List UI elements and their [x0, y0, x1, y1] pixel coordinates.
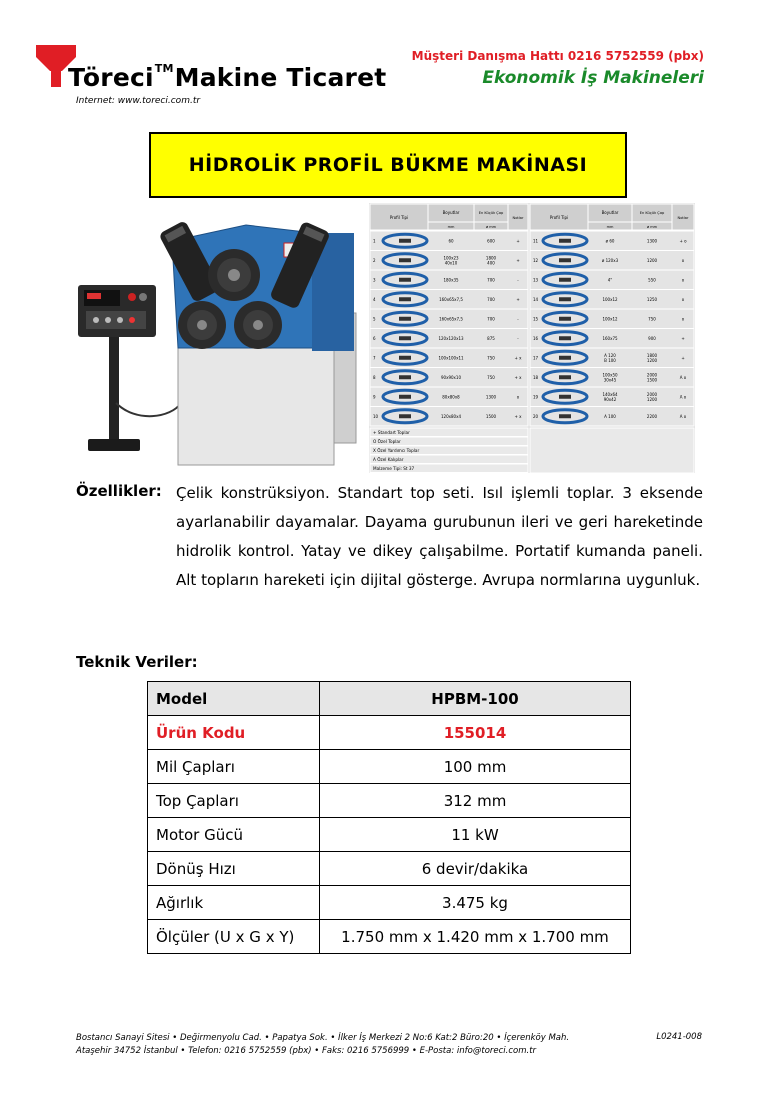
- profile-number: 12: [533, 257, 539, 263]
- svg-text:En Küçük Çap: En Küçük Çap: [478, 211, 504, 215]
- profile-min-diameter: 1300: [485, 394, 497, 400]
- profile-dimension: 4": [607, 277, 613, 283]
- profile-note: o: [681, 257, 685, 263]
- profile-min-diameter: 400: [487, 260, 495, 266]
- profile-number: 15: [533, 316, 539, 322]
- profile-section-icon: [399, 336, 411, 340]
- profile-section-icon: [399, 414, 411, 418]
- profile-note: o: [681, 277, 685, 283]
- profile-min-diameter: 1200: [646, 396, 658, 402]
- profile-min-diameter: 1800: [646, 352, 658, 358]
- profile-dimension: 80x80x8: [442, 394, 460, 400]
- profile-row: [370, 329, 694, 349]
- profile-dimension: 180x35: [443, 277, 459, 283]
- profile-number: 9: [373, 394, 376, 400]
- profile-min-diameter: 2000: [646, 372, 658, 378]
- profile-number: 7: [373, 355, 376, 361]
- profile-dimension: A 100: [604, 413, 616, 419]
- profile-dimension: 100x23: [443, 255, 459, 261]
- profile-dimension: B 100: [604, 357, 616, 363]
- profile-section-icon: [399, 278, 411, 282]
- profile-number: 19: [533, 394, 539, 400]
- profile-min-diameter: 1800: [485, 255, 497, 261]
- profile-dimension: 90x42: [603, 396, 617, 402]
- profile-number: 18: [533, 374, 539, 380]
- profile-number: 14: [533, 296, 539, 302]
- legend-entry: O Özel Toplar: [373, 439, 401, 444]
- profile-min-diameter: 1200: [646, 357, 658, 363]
- profile-min-diameter: 1200: [646, 257, 658, 263]
- profile-section-icon: [559, 336, 571, 340]
- profile-min-diameter: 700: [487, 316, 495, 322]
- svg-text:ø mm: ø mm: [646, 225, 658, 229]
- legend-entry: X Özel Yardımcı Toplar: [373, 448, 420, 453]
- profile-row: [370, 270, 694, 290]
- brand-name: Töreci™Makine Ticaret: [68, 62, 387, 92]
- table-row: Top Çapları 312 mm: [148, 784, 631, 818]
- profile-section-icon: [399, 375, 411, 379]
- page-title: HİDROLİK PROFİL BÜKME MAKİNASI: [149, 132, 627, 198]
- profile-dimension: 160x65x7,5: [439, 316, 463, 322]
- footer-line: Bostancı Sanayi Sitesi • Değirmenyolu Cad. • Papatya Sok. • İlker İş Merkezi 2 No:6 Kat:2 Büro:20 • İçerenköy Mah.: [76, 1033, 570, 1043]
- profile-section-icon: [559, 317, 571, 321]
- features-label: Özellikler:: [76, 482, 162, 500]
- profile-section-icon: [559, 414, 571, 418]
- profile-section-icon: [399, 239, 411, 243]
- profile-dimension: 90x90x10: [440, 374, 462, 380]
- profile-number: 17: [533, 355, 539, 361]
- table-row: Ölçüler (U x G x Y) 1.750 mm x 1.420 mm x 1.700 mm: [148, 920, 631, 954]
- profile-dimension: 100x50: [602, 372, 618, 378]
- profile-min-diameter: 1500: [485, 413, 497, 419]
- profile-min-diameter: 700: [487, 296, 495, 302]
- profile-section-icon: [399, 317, 411, 321]
- profile-dimension: 120x120x13: [438, 335, 464, 341]
- profile-note: o: [516, 394, 520, 400]
- profile-min-diameter: 550: [648, 277, 656, 283]
- profile-number: 2: [373, 257, 376, 263]
- profile-note: o: [681, 316, 685, 322]
- svg-text:Notlar: Notlar: [512, 216, 524, 220]
- profile-number: 13: [533, 277, 539, 283]
- profile-types-table: [369, 203, 695, 473]
- profile-dimension: 30x45: [603, 377, 617, 383]
- profile-min-diameter: 1500: [646, 377, 658, 383]
- trademark-mark: TM: [154, 62, 174, 75]
- table-row: Ürün Kodu 155014: [148, 716, 631, 750]
- profile-dimension: ø 120x3: [601, 257, 619, 263]
- profile-note: + x: [514, 413, 522, 419]
- profile-section-icon: [399, 395, 411, 399]
- profile-number: 16: [533, 335, 539, 341]
- profile-min-diameter: 750: [487, 374, 495, 380]
- profile-note: + x: [514, 374, 522, 380]
- profile-row: [370, 231, 694, 251]
- website-text[interactable]: Internet: www.toreci.com.tr: [76, 96, 201, 106]
- profile-min-diameter: 875: [487, 335, 495, 341]
- profile-min-diameter: 600: [487, 238, 495, 244]
- svg-text:ø mm: ø mm: [485, 225, 497, 229]
- profile-number: 1: [373, 238, 376, 244]
- table-row: Motor Gücü 11 kW: [148, 818, 631, 852]
- profile-row: [370, 251, 694, 271]
- profile-number: 4: [373, 296, 376, 302]
- svg-text:mm: mm: [606, 225, 614, 229]
- profile-min-diameter: 750: [648, 316, 656, 322]
- profile-number: 11: [533, 238, 539, 244]
- profile-note: A o: [679, 394, 687, 400]
- svg-text:Boyutlar: Boyutlar: [601, 210, 619, 215]
- profile-section-icon: [399, 356, 411, 360]
- svg-text:mm: mm: [447, 225, 455, 229]
- profile-section-icon: [559, 239, 571, 243]
- profile-dimension: 60: [448, 238, 454, 244]
- profile-row: [370, 348, 694, 368]
- profile-note: +: [516, 238, 520, 244]
- svg-text:Boyutlar: Boyutlar: [442, 210, 460, 215]
- table-row: Ağırlık 3.475 kg: [148, 886, 631, 920]
- profile-min-diameter: 750: [487, 355, 495, 361]
- slogan-text: Ekonomik İş Makineleri: [482, 68, 704, 88]
- profile-dimension: 100x12: [602, 296, 618, 302]
- profile-note: + x: [514, 355, 522, 361]
- profile-section-icon: [559, 375, 571, 379]
- profile-min-diameter: 2200: [646, 413, 658, 419]
- profile-row: [370, 407, 694, 427]
- legend-entry: Malzeme Tipi: St 37: [373, 466, 415, 471]
- profile-dimension: 160x75: [602, 335, 618, 341]
- tech-data-table: [147, 681, 631, 954]
- profile-min-diameter: 1250: [646, 296, 658, 302]
- profile-note: +: [516, 257, 520, 263]
- profile-row: [370, 290, 694, 310]
- profile-note: +: [681, 355, 685, 361]
- profile-section-icon: [559, 395, 571, 399]
- profile-note: -: [517, 277, 519, 283]
- legend-entry: A Özel Kalıplar: [373, 457, 404, 462]
- profile-dimension: 140x64: [602, 391, 618, 397]
- profile-number: 8: [373, 374, 376, 380]
- profile-section-icon: [399, 297, 411, 301]
- profile-dimension: A 120: [604, 352, 616, 358]
- hotline-text: Müşteri Danışma Hattı 0216 5752559 (pbx): [411, 49, 704, 63]
- profile-dimension: 100x12: [602, 316, 618, 322]
- profile-number: 6: [373, 335, 376, 341]
- profile-min-diameter: 900: [648, 335, 656, 341]
- profile-section-icon: [559, 258, 571, 262]
- profile-dimension: 120x80x4: [440, 413, 462, 419]
- tech-data-label: Teknik Veriler:: [76, 653, 198, 671]
- table-row: Dönüş Hızı 6 devir/dakika: [148, 852, 631, 886]
- svg-text:Profil Tipi: Profil Tipi: [549, 215, 569, 220]
- legend-entry: + Standart Toplar: [373, 430, 410, 435]
- profile-dimension: 100x100x11: [438, 355, 464, 361]
- profile-note: -: [517, 316, 519, 322]
- profile-note: + o: [679, 238, 687, 244]
- profile-dimension: 160x65x7,5: [439, 296, 463, 302]
- machine-photo: [76, 203, 366, 473]
- profile-note: +: [516, 296, 520, 302]
- profile-dimension: ø 60: [605, 238, 615, 244]
- svg-text:En Küçük Çap: En Küçük Çap: [639, 211, 665, 215]
- profile-note: o: [681, 296, 685, 302]
- footer-address: [76, 1032, 569, 1058]
- profile-number: 10: [373, 413, 379, 419]
- svg-text:Notlar: Notlar: [677, 216, 689, 220]
- profile-note: +: [681, 335, 685, 341]
- profile-note: A o: [679, 374, 687, 380]
- profile-min-diameter: 1300: [646, 238, 658, 244]
- profile-min-diameter: 2000: [646, 391, 658, 397]
- svg-text:Profil Tipi: Profil Tipi: [389, 215, 409, 220]
- profile-number: 20: [533, 413, 539, 419]
- features-text: Çelik konstrüksiyon. Standart top seti. Isıl işlemli toplar. 3 eksende ayarlanabilir dayamalar. Dayama gurubunun ileri ve geri hareketinde hidrolik kontrol. Yatay ve dikey çalışabilme. Portatif kumanda paneli. Alt topların hareketi için dijital gösterge. Avrupa normlarına uygunluk.: [176, 484, 703, 589]
- profile-note: A o: [679, 413, 687, 419]
- profile-note: -: [517, 335, 519, 341]
- profile-number: 5: [373, 316, 376, 322]
- profile-section-icon: [559, 297, 571, 301]
- profile-section-icon: [559, 278, 571, 282]
- profile-row: [370, 309, 694, 329]
- profile-row: [370, 387, 694, 407]
- table-row: Mil Çapları 100 mm: [148, 750, 631, 784]
- profile-number: 3: [373, 277, 376, 283]
- footer-line: Ataşehir 34752 İstanbul • Telefon: 0216 5752559 (pbx) • Faks: 0216 5756999 • E-Posta: info@toreci.com.tr: [76, 1046, 537, 1056]
- profile-row: [370, 368, 694, 388]
- profile-min-diameter: 700: [487, 277, 495, 283]
- table-row: Model HPBM-100: [148, 682, 631, 716]
- document-code: L0241-008: [656, 1032, 702, 1042]
- profile-section-icon: [399, 258, 411, 262]
- profile-section-icon: [559, 356, 571, 360]
- profile-dimension: 40x10: [444, 260, 458, 266]
